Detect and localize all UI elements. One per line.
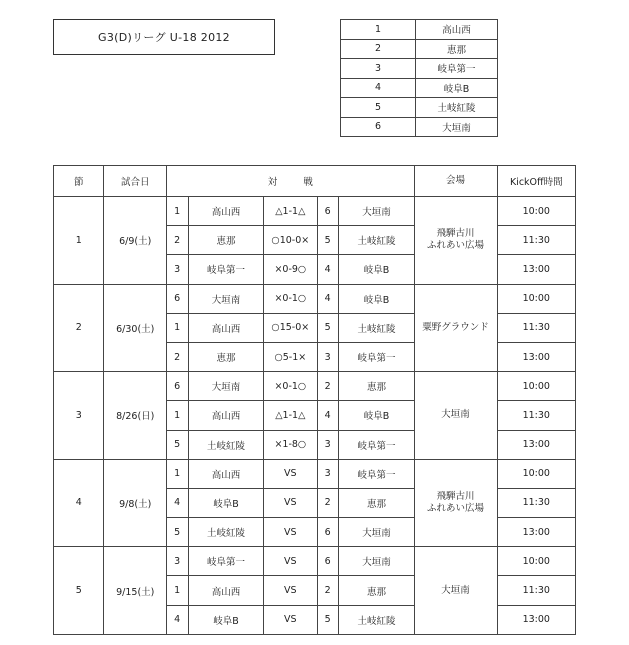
home-team: 大垣南 bbox=[188, 372, 263, 401]
home-team-number: 1 bbox=[167, 576, 189, 605]
team-number: 6 bbox=[341, 117, 416, 137]
header-kickoff: KickOff時間 bbox=[497, 166, 575, 197]
away-team: 大垣南 bbox=[339, 197, 414, 226]
home-team-number: 2 bbox=[167, 342, 189, 371]
team-name: 土岐紅陵 bbox=[416, 98, 498, 118]
team-row bbox=[341, 98, 498, 118]
kickoff-time: 10:00 bbox=[497, 372, 575, 401]
team-name: 恵那 bbox=[416, 39, 498, 59]
header-match bbox=[167, 166, 414, 197]
home-team: 岐阜B bbox=[188, 488, 263, 517]
venue-line-1: 飛騨古川 bbox=[436, 228, 475, 240]
home-team: 恵那 bbox=[188, 226, 263, 255]
away-team-number: 5 bbox=[317, 226, 339, 255]
team-name: 岐阜B bbox=[416, 78, 498, 98]
away-team: 大垣南 bbox=[339, 547, 414, 576]
team-number: 2 bbox=[341, 39, 416, 59]
round-number: 5 bbox=[54, 547, 104, 635]
kickoff-time: 10:00 bbox=[497, 197, 575, 226]
kickoff-time: 13:00 bbox=[497, 518, 575, 547]
home-team-number: 1 bbox=[167, 197, 189, 226]
kickoff-time: 10:00 bbox=[497, 284, 575, 313]
away-team-number: 3 bbox=[317, 459, 339, 488]
away-team-number: 3 bbox=[317, 430, 339, 459]
match-score: VS bbox=[264, 547, 318, 576]
away-team: 土岐紅陵 bbox=[339, 605, 414, 634]
venue bbox=[414, 547, 497, 635]
home-team: 大垣南 bbox=[188, 284, 263, 313]
team-row bbox=[341, 20, 498, 40]
kickoff-time: 11:30 bbox=[497, 576, 575, 605]
header-match-right: 戦 bbox=[303, 177, 313, 188]
team-number: 1 bbox=[341, 20, 416, 40]
home-team: 高山西 bbox=[188, 401, 263, 430]
home-team: 高山西 bbox=[188, 197, 263, 226]
schedule-table bbox=[53, 165, 576, 635]
away-team: 恵那 bbox=[339, 488, 414, 517]
match-score: ○10-0× bbox=[264, 226, 318, 255]
kickoff-time: 10:00 bbox=[497, 547, 575, 576]
kickoff-time: 11:30 bbox=[497, 226, 575, 255]
away-team-number: 6 bbox=[317, 197, 339, 226]
round-number: 1 bbox=[54, 197, 104, 285]
away-team: 岐阜B bbox=[339, 284, 414, 313]
home-team: 高山西 bbox=[188, 313, 263, 342]
home-team: 岐阜B bbox=[188, 605, 263, 634]
venue bbox=[414, 372, 497, 460]
team-number: 4 bbox=[341, 78, 416, 98]
match-score: △1-1△ bbox=[264, 197, 318, 226]
match-date: 8/26(日) bbox=[104, 372, 167, 460]
match-score: VS bbox=[264, 576, 318, 605]
home-team-number: 2 bbox=[167, 226, 189, 255]
home-team-number: 1 bbox=[167, 313, 189, 342]
venue-line-1: 粟野グラウンド bbox=[422, 321, 489, 333]
home-team: 岐阜第一 bbox=[188, 547, 263, 576]
match-score: VS bbox=[264, 518, 318, 547]
away-team-number: 5 bbox=[317, 605, 339, 634]
away-team: 岐阜B bbox=[339, 401, 414, 430]
match-score: VS bbox=[264, 605, 318, 634]
away-team-number: 5 bbox=[317, 313, 339, 342]
away-team: 大垣南 bbox=[339, 518, 414, 547]
away-team: 岐阜第一 bbox=[339, 342, 414, 371]
venue bbox=[414, 197, 497, 285]
team-row bbox=[341, 59, 498, 79]
home-team-number: 6 bbox=[167, 372, 189, 401]
home-team: 高山西 bbox=[188, 576, 263, 605]
match-date: 9/15(土) bbox=[104, 547, 167, 635]
team-name: 高山西 bbox=[416, 20, 498, 40]
match-score: ×0-1○ bbox=[264, 372, 318, 401]
home-team-number: 5 bbox=[167, 518, 189, 547]
header-date: 試合日 bbox=[104, 166, 167, 197]
away-team: 土岐紅陵 bbox=[339, 226, 414, 255]
away-team: 土岐紅陵 bbox=[339, 313, 414, 342]
match-row bbox=[54, 459, 576, 488]
away-team: 岐阜第一 bbox=[339, 459, 414, 488]
away-team-number: 6 bbox=[317, 547, 339, 576]
home-team: 高山西 bbox=[188, 459, 263, 488]
team-number: 5 bbox=[341, 98, 416, 118]
away-team-number: 6 bbox=[317, 518, 339, 547]
team-name: 大垣南 bbox=[416, 117, 498, 137]
schedule-header-row bbox=[54, 166, 576, 197]
home-team: 土岐紅陵 bbox=[188, 430, 263, 459]
header-round: 節 bbox=[54, 166, 104, 197]
venue-line-2: ふれあい広場 bbox=[427, 240, 485, 252]
home-team: 恵那 bbox=[188, 342, 263, 371]
round-number: 3 bbox=[54, 372, 104, 460]
away-team-number: 2 bbox=[317, 488, 339, 517]
away-team-number: 2 bbox=[317, 372, 339, 401]
match-date: 6/30(土) bbox=[104, 284, 167, 372]
venue-line-2: ふれあい広場 bbox=[427, 502, 485, 514]
home-team-number: 3 bbox=[167, 547, 189, 576]
venue-line-1: 大垣南 bbox=[441, 409, 470, 421]
team-list-table bbox=[340, 19, 498, 137]
kickoff-time: 13:00 bbox=[497, 342, 575, 371]
match-row bbox=[54, 284, 576, 313]
match-row bbox=[54, 372, 576, 401]
away-team: 岐阜第一 bbox=[339, 430, 414, 459]
home-team-number: 5 bbox=[167, 430, 189, 459]
team-name: 岐阜第一 bbox=[416, 59, 498, 79]
home-team: 岐阜第一 bbox=[188, 255, 263, 284]
header-match-left: 対 bbox=[267, 177, 278, 188]
kickoff-time: 11:30 bbox=[497, 488, 575, 517]
venue bbox=[414, 284, 497, 372]
away-team-number: 3 bbox=[317, 342, 339, 371]
home-team-number: 3 bbox=[167, 255, 189, 284]
kickoff-time: 13:00 bbox=[497, 255, 575, 284]
match-score: △1-1△ bbox=[264, 401, 318, 430]
venue bbox=[414, 459, 497, 547]
away-team-number: 4 bbox=[317, 401, 339, 430]
kickoff-time: 10:00 bbox=[497, 459, 575, 488]
header-venue: 会場 bbox=[414, 166, 497, 197]
home-team-number: 1 bbox=[167, 459, 189, 488]
kickoff-time: 13:00 bbox=[497, 430, 575, 459]
away-team-number: 4 bbox=[317, 284, 339, 313]
page-title bbox=[53, 19, 275, 55]
away-team-number: 2 bbox=[317, 576, 339, 605]
team-row bbox=[341, 117, 498, 137]
match-score: ×0-1○ bbox=[264, 284, 318, 313]
match-row bbox=[54, 197, 576, 226]
title-text: G3(D)リーグ U-18 2012 bbox=[98, 31, 230, 44]
home-team: 土岐紅陵 bbox=[188, 518, 263, 547]
match-score: ○15-0× bbox=[264, 313, 318, 342]
round-number: 2 bbox=[54, 284, 104, 372]
match-score: VS bbox=[264, 488, 318, 517]
away-team: 恵那 bbox=[339, 372, 414, 401]
away-team: 岐阜B bbox=[339, 255, 414, 284]
home-team-number: 1 bbox=[167, 401, 189, 430]
match-score: ×1-8○ bbox=[264, 430, 318, 459]
kickoff-time: 11:30 bbox=[497, 401, 575, 430]
match-date: 9/8(土) bbox=[104, 459, 167, 547]
team-row bbox=[341, 39, 498, 59]
venue-line-1: 大垣南 bbox=[441, 584, 470, 596]
away-team-number: 4 bbox=[317, 255, 339, 284]
away-team: 恵那 bbox=[339, 576, 414, 605]
match-score: ○5-1× bbox=[264, 342, 318, 371]
match-date: 6/9(土) bbox=[104, 197, 167, 285]
match-score: ×0-9○ bbox=[264, 255, 318, 284]
kickoff-time: 13:00 bbox=[497, 605, 575, 634]
kickoff-time: 11:30 bbox=[497, 313, 575, 342]
match-row bbox=[54, 547, 576, 576]
home-team-number: 4 bbox=[167, 605, 189, 634]
home-team-number: 6 bbox=[167, 284, 189, 313]
venue-line-1: 飛騨古川 bbox=[436, 490, 475, 502]
home-team-number: 4 bbox=[167, 488, 189, 517]
round-number: 4 bbox=[54, 459, 104, 547]
match-score: VS bbox=[264, 459, 318, 488]
team-number: 3 bbox=[341, 59, 416, 79]
team-row bbox=[341, 78, 498, 98]
